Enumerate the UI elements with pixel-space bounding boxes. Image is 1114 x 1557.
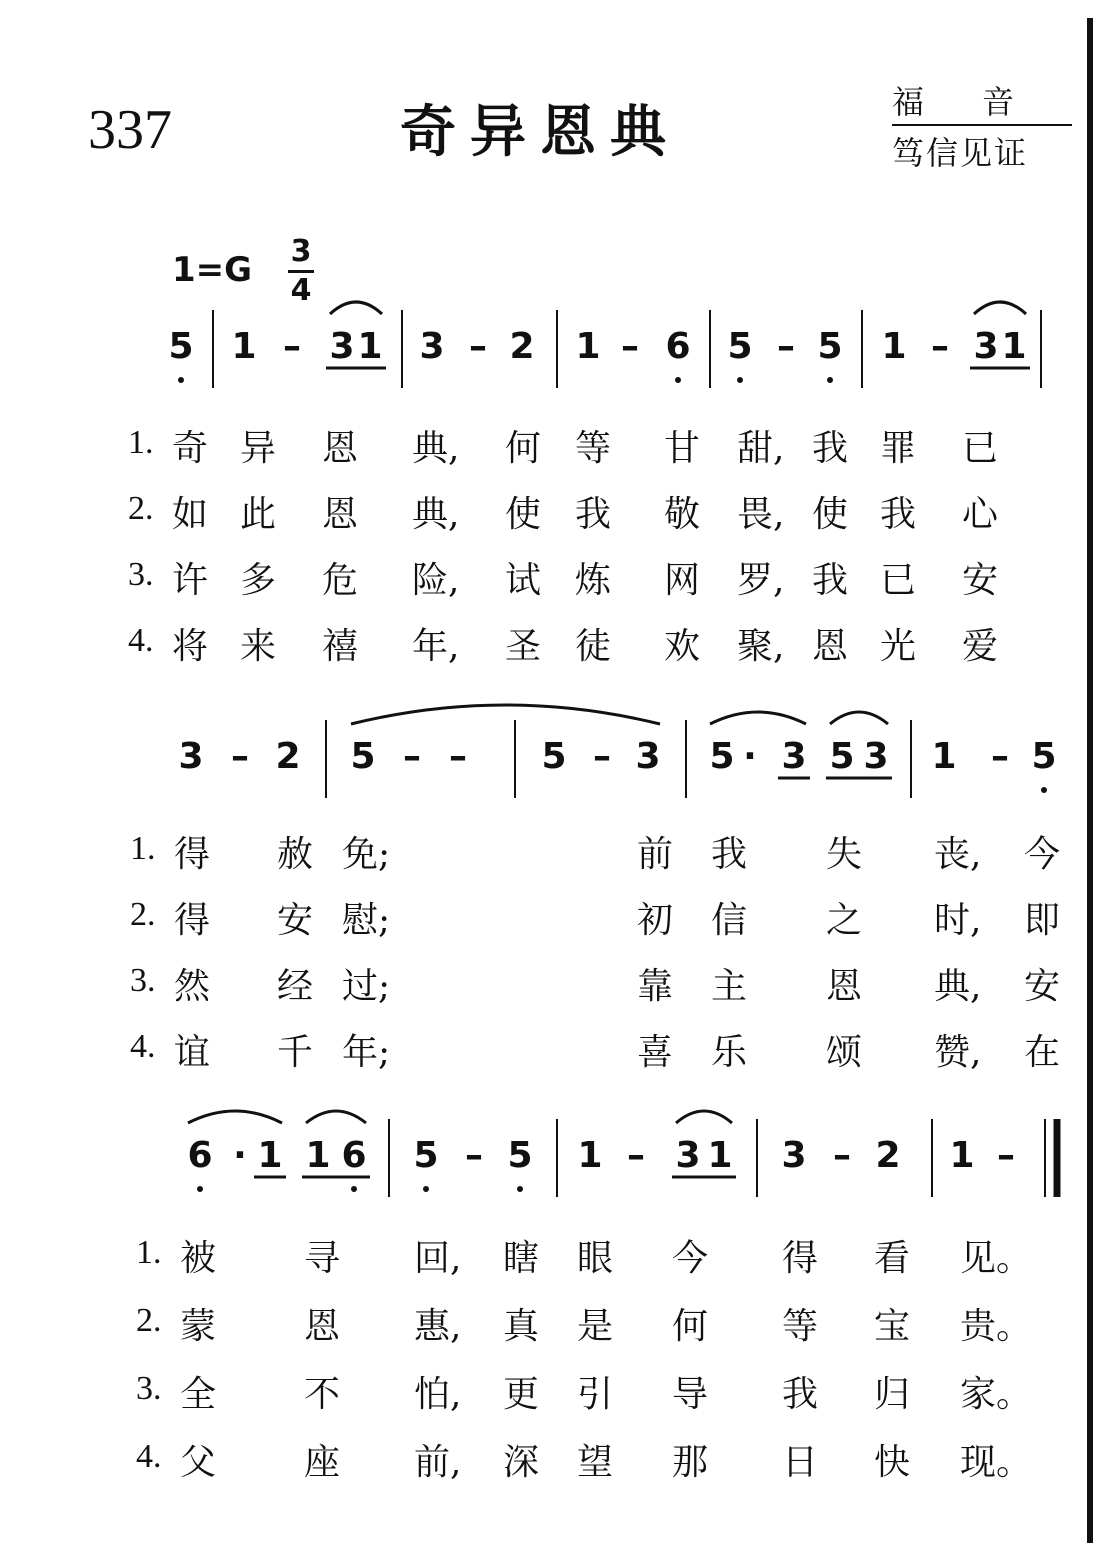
note: 6 (665, 326, 691, 367)
lyric-char: 是 (577, 1306, 614, 1347)
note: 3 (973, 326, 999, 367)
note: 2 (875, 1135, 901, 1176)
dot-note: · (233, 1135, 247, 1176)
lyric-char: 寻 (304, 1238, 341, 1279)
lower-octave-dot (1041, 787, 1047, 793)
lyric-char: 典, (934, 966, 982, 1007)
lower-octave-dot (675, 377, 681, 383)
lyric-char: 导 (672, 1374, 709, 1415)
lyric-char: 前, (414, 1442, 462, 1483)
dash-note: – (777, 326, 795, 367)
verse-number: 2. (130, 896, 156, 933)
lyric-char: 家。 (960, 1374, 1033, 1415)
lyric-char: 罗, (737, 560, 785, 601)
note: 1 (231, 326, 257, 367)
hymn-number: 337 (88, 99, 172, 161)
note: 5 (541, 736, 567, 777)
lyric-char: 异 (240, 428, 277, 469)
lyric-char: 深 (503, 1442, 540, 1483)
lyric-char: 颂 (826, 1032, 863, 1073)
note: 1 (881, 326, 907, 367)
slur (710, 712, 806, 724)
lyric-char: 经 (277, 966, 314, 1007)
note: 2 (275, 736, 301, 777)
source-bottom: 笃信见证 (892, 134, 1029, 172)
verse-number: 2. (128, 490, 154, 527)
verse-number: 1. (130, 830, 156, 867)
lyric-char: 今 (1024, 834, 1061, 875)
lyric-char: 快 (874, 1442, 911, 1483)
lyric-char: 得 (782, 1238, 819, 1279)
lyric-char: 喜 (637, 1032, 674, 1073)
note: 2 (509, 326, 535, 367)
dash-note: – (469, 326, 487, 367)
lyric-char: 瞎 (503, 1238, 540, 1279)
lyric-char: 然 (174, 966, 211, 1007)
verse-number: 1. (136, 1234, 162, 1271)
note: 3 (781, 1135, 807, 1176)
lower-octave-dot (737, 377, 743, 383)
lyric-char: 怕, (414, 1374, 462, 1415)
lyric-char: 时, (934, 900, 982, 941)
dash-note: – (449, 736, 467, 777)
lyric-char: 禧 (322, 626, 359, 667)
lyric-char: 惠, (414, 1306, 462, 1347)
dash-note: – (621, 326, 639, 367)
lyric-char: 年, (412, 626, 460, 667)
lyric-char: 欢 (664, 626, 701, 667)
lyric-char: 恩 (812, 626, 849, 667)
time-bottom: 4 (290, 273, 312, 308)
lyric-char: 免; (342, 834, 391, 875)
note: 3 (635, 736, 661, 777)
lyric-char: 使 (812, 494, 849, 535)
note: 1 (305, 1135, 331, 1176)
lyric-char: 安 (1024, 966, 1061, 1007)
lyric-char: 我 (575, 494, 612, 535)
lyric-char: 回, (414, 1238, 462, 1279)
lyric-char: 试 (505, 560, 542, 601)
hymn-title: 奇异恩典 (400, 100, 680, 165)
note: 1 (257, 1135, 283, 1176)
key-signature: 1=G (172, 250, 253, 290)
lyric-char: 何 (672, 1306, 709, 1347)
lyric-char: 将 (172, 626, 209, 667)
lyric-char: 今 (672, 1238, 709, 1279)
note: 5 (709, 736, 735, 777)
slur (188, 1111, 282, 1123)
dash-note: – (931, 326, 949, 367)
note: 3 (329, 326, 355, 367)
lyric-char: 典, (412, 494, 460, 535)
verse-number: 4. (130, 1028, 156, 1065)
lyric-char: 初 (637, 900, 674, 941)
lyric-char: 赞, (934, 1032, 982, 1073)
note: 1 (1001, 326, 1027, 367)
lyric-char: 引 (577, 1374, 614, 1415)
dash-note: – (593, 736, 611, 777)
lyric-char: 我 (782, 1374, 819, 1415)
lyric-char: 网 (664, 560, 701, 601)
slur (351, 705, 660, 724)
lyric-char: 徒 (575, 626, 612, 667)
dash-note: – (231, 736, 249, 777)
note: 5 (829, 736, 855, 777)
verse-number: 4. (136, 1438, 162, 1475)
lyric-char: 归 (874, 1374, 911, 1415)
lyric-char: 多 (240, 560, 277, 601)
verse-number: 4. (128, 622, 154, 659)
dash-note: – (403, 736, 421, 777)
lyric-char: 慰; (342, 900, 391, 941)
lyric-char: 何 (505, 428, 542, 469)
lyric-char: 恩 (826, 966, 863, 1007)
dot-note: · (743, 736, 757, 777)
lyric-char: 险, (412, 560, 460, 601)
lyric-char: 恩 (322, 494, 359, 535)
lyric-char: 安 (277, 900, 314, 941)
note: 5 (1031, 736, 1057, 777)
lyric-char: 全 (180, 1374, 217, 1415)
note: 1 (577, 1135, 603, 1176)
lyric-char: 光 (880, 626, 917, 667)
time-top: 3 (290, 234, 312, 269)
lyric-char: 宝 (874, 1306, 911, 1347)
note: 1 (949, 1135, 975, 1176)
lyric-char: 甜, (737, 428, 785, 469)
dash-note: – (627, 1135, 645, 1176)
source-top: 福音 (892, 80, 1072, 126)
lyric-char: 主 (711, 966, 748, 1007)
lyric-char: 在 (1024, 1032, 1061, 1073)
lyric-char: 丧, (934, 834, 982, 875)
lyric-char: 前 (637, 834, 674, 875)
lyric-char: 炼 (575, 560, 612, 601)
lyric-char: 信 (711, 900, 748, 941)
lyric-char: 得 (174, 900, 211, 941)
lyric-char: 畏, (737, 494, 785, 535)
lyric-char: 蒙 (180, 1306, 217, 1347)
lyric-char: 眼 (577, 1238, 614, 1279)
lyric-char: 我 (880, 494, 917, 535)
note: 1 (575, 326, 601, 367)
lyric-char: 谊 (174, 1032, 211, 1073)
lyric-char: 座 (304, 1442, 341, 1483)
lyric-char: 真 (503, 1306, 540, 1347)
lyric-char: 赦 (277, 834, 314, 875)
note: 5 (507, 1135, 533, 1176)
verse-number: 3. (130, 962, 156, 999)
lyric-char: 不 (304, 1374, 341, 1415)
lyric-char: 我 (711, 834, 748, 875)
lyric-char: 敬 (664, 494, 701, 535)
dash-note: – (465, 1135, 483, 1176)
verse-number: 1. (128, 424, 154, 461)
lyric-char: 如 (172, 494, 209, 535)
lyric-char: 失 (826, 834, 863, 875)
lyric-char: 等 (575, 428, 612, 469)
note: 6 (341, 1135, 367, 1176)
lyric-char: 得 (174, 834, 211, 875)
lyric-char: 更 (503, 1374, 540, 1415)
lyric-char: 此 (240, 494, 277, 535)
lyric-char: 那 (672, 1442, 709, 1483)
dash-note: – (997, 1135, 1015, 1176)
note: 6 (187, 1135, 213, 1176)
lyric-char: 恩 (322, 428, 359, 469)
note: 5 (727, 326, 753, 367)
lyric-char: 已 (880, 560, 917, 601)
lyric-char: 来 (240, 626, 277, 667)
lyric-char: 圣 (505, 626, 542, 667)
lower-octave-dot (197, 1186, 203, 1192)
lyric-char: 甘 (664, 428, 701, 469)
lyric-char: 望 (577, 1442, 614, 1483)
lyric-char: 千 (277, 1032, 314, 1073)
note: 3 (863, 736, 889, 777)
dash-note: – (283, 326, 301, 367)
note: 1 (707, 1135, 733, 1176)
lyric-char: 即 (1024, 900, 1061, 941)
lyric-char: 看 (874, 1238, 911, 1279)
lyric-char: 过; (342, 966, 391, 1007)
note: 5 (413, 1135, 439, 1176)
slur (306, 1111, 366, 1123)
slur (974, 302, 1026, 314)
lyric-char: 之 (826, 900, 863, 941)
note: 3 (781, 736, 807, 777)
lower-octave-dot (517, 1186, 523, 1192)
lyric-char: 靠 (637, 966, 674, 1007)
note: 3 (419, 326, 445, 367)
lyric-char: 被 (180, 1238, 217, 1279)
lyric-char: 我 (812, 428, 849, 469)
lyric-char: 使 (505, 494, 542, 535)
lyric-char: 罪 (880, 428, 917, 469)
lyric-char: 危 (322, 560, 359, 601)
lyric-char: 爱 (962, 626, 999, 667)
note: 5 (817, 326, 843, 367)
lyric-char: 见。 (960, 1238, 1033, 1279)
lyric-char: 父 (180, 1442, 217, 1483)
lyric-char: 典, (412, 428, 460, 469)
dash-note: – (833, 1135, 851, 1176)
lyric-char: 已 (962, 428, 999, 469)
note: 5 (350, 736, 376, 777)
note: 3 (675, 1135, 701, 1176)
lyric-char: 贵。 (960, 1306, 1033, 1347)
lower-octave-dot (351, 1186, 357, 1192)
slur (830, 712, 888, 724)
slur (676, 1111, 732, 1123)
note: 1 (357, 326, 383, 367)
verse-number: 2. (136, 1302, 162, 1339)
lyric-char: 聚, (737, 626, 785, 667)
verse-number: 3. (136, 1370, 162, 1407)
lower-octave-dot (827, 377, 833, 383)
lyric-char: 日 (782, 1442, 819, 1483)
lyric-char: 乐 (711, 1032, 748, 1073)
lyric-char: 恩 (304, 1306, 341, 1347)
lyric-char: 现。 (960, 1442, 1033, 1483)
lyric-char: 许 (172, 560, 209, 601)
lyric-char: 心 (962, 494, 999, 535)
verse-number: 3. (128, 556, 154, 593)
lyric-char: 安 (962, 560, 999, 601)
lyric-char: 年; (342, 1032, 391, 1073)
note: 5 (168, 326, 194, 367)
slur (330, 302, 382, 314)
dash-note: – (991, 736, 1009, 777)
note: 1 (931, 736, 957, 777)
lyric-char: 奇 (172, 428, 209, 469)
lower-octave-dot (423, 1186, 429, 1192)
lyric-char: 等 (782, 1306, 819, 1347)
lower-octave-dot (178, 377, 184, 383)
lyric-char: 我 (812, 560, 849, 601)
note: 3 (178, 736, 204, 777)
